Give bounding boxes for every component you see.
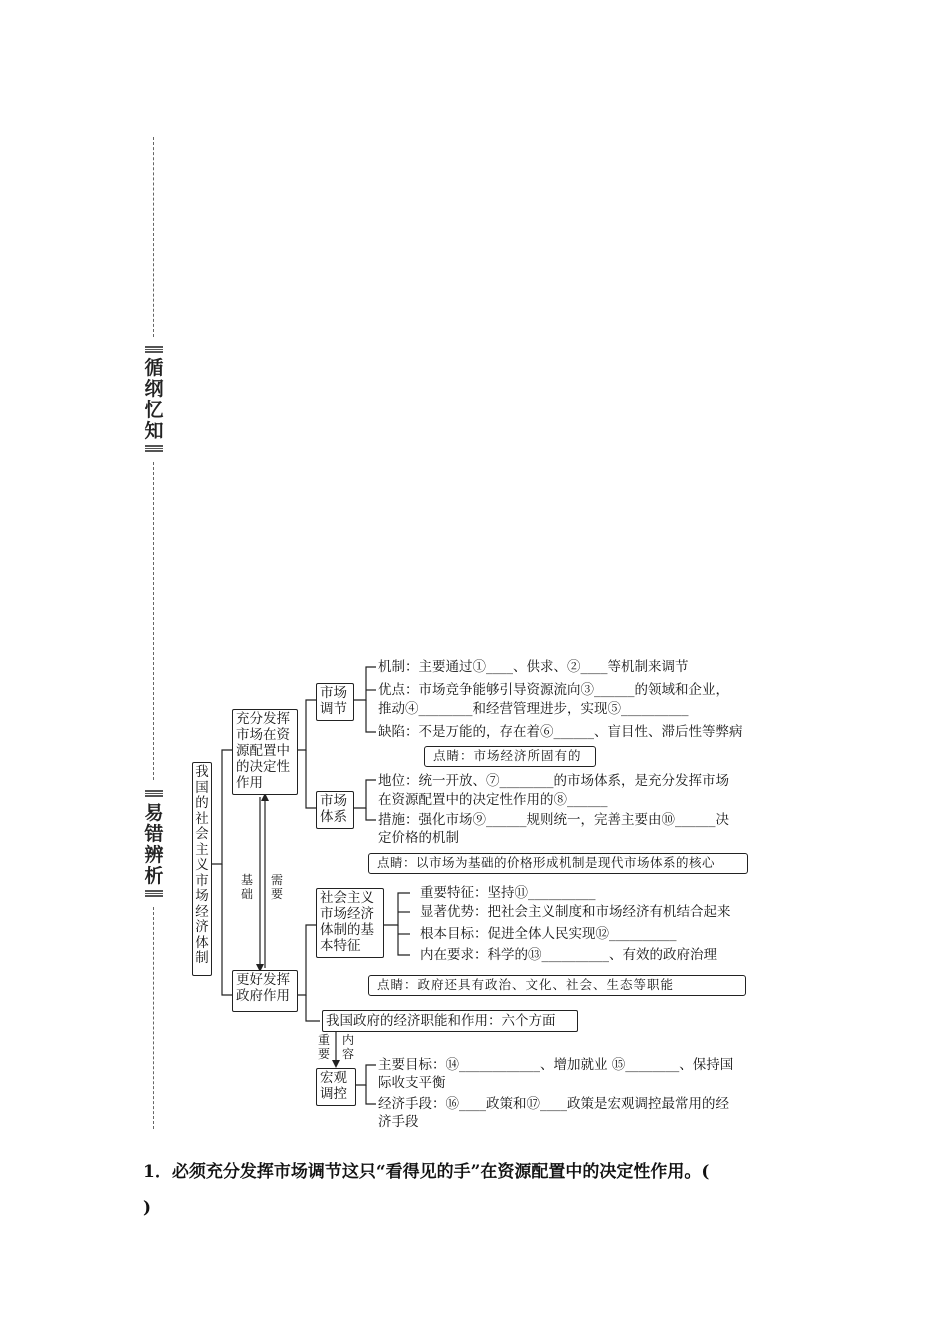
question-1-bracket: ) — [143, 1198, 152, 1218]
feature-goal: 根本目标：促进全体人民实现⑫__________ — [420, 926, 677, 942]
reg-mechanism: 机制：主要通过①____、供求、②____等机制来调节 — [378, 659, 689, 675]
section-title-outline: 循纲忆知 — [144, 357, 164, 442]
sys-position-line1: 地位：统一开放、⑦________的市场体系，是充分发挥市场 — [378, 773, 729, 789]
macro-control-node: 宏观调控 — [316, 1068, 356, 1106]
section-title-errors: 易错辨析 — [144, 802, 164, 887]
sys-measure-line2: 定价格的机制 — [378, 830, 459, 846]
branch-market-role: 充分发挥市场在资源配置中的决定性作用 — [232, 709, 298, 795]
socialist-features-node: 社会主义市场经济体制的基本特征 — [316, 888, 384, 958]
sys-measure-line1: 措施：强化市场⑨______规则统一，完善主要由⑩______决 — [378, 812, 729, 828]
reg-advantage-line2: 推动④________和经营管理进步，实现⑤__________ — [378, 701, 689, 717]
branch-government-role: 更好发挥政府作用 — [232, 970, 298, 1012]
reg-defect: 缺陷：不是万能的，存在着⑥______、盲目性、滞后性等弊病 — [378, 724, 743, 740]
market-system-node: 市场体系 — [316, 791, 354, 829]
macro-means-line2: 济手段 — [378, 1114, 419, 1130]
label-important: 重要 — [317, 1033, 330, 1061]
reg-advantage-line1: 优点：市场竞争能够引导资源流向③______的领域和企业， — [378, 682, 729, 698]
market-regulation-node: 市场调节 — [316, 683, 354, 721]
feature-requirement: 内在要求：科学的⑬__________、有效的政府治理 — [420, 947, 717, 963]
note-price-mechanism: 点睛：以市场为基础的价格形成机制是现代市场体系的核心 — [368, 853, 748, 874]
macro-goal-line1: 主要目标：⑭____________、增加就业 ⑮________、保持国 — [378, 1057, 734, 1073]
sys-position-line2: 在资源配置中的决定性作用的⑧______ — [378, 792, 608, 808]
note-government-functions: 点睛：政府还具有政治、文化、社会、生态等职能 — [368, 975, 746, 996]
feature-advantage: 显著优势：把社会主义制度和市场经济有机结合起来 — [420, 904, 731, 920]
label-content: 内容 — [341, 1033, 354, 1061]
macro-goal-line2: 际收支平衡 — [378, 1075, 446, 1091]
root-node: 我国的社会主义市场经济体制 — [192, 762, 212, 976]
gov-economic-functions: 我国政府的经济职能和作用：六个方面 — [322, 1010, 578, 1032]
label-basis: 基础 — [240, 873, 253, 901]
question-1-text: 1．必须充分发挥市场调节这只“看得见的手”在资源配置中的决定性作用。( — [143, 1162, 710, 1182]
feature-important: 重要特征：坚持⑪__________ — [420, 885, 596, 901]
note-market-inherent: 点睛：市场经济所固有的 — [424, 746, 596, 767]
label-need: 需要 — [270, 873, 283, 901]
macro-means-line1: 经济手段：⑯____政策和⑰____政策是宏观调控最常用的经 — [378, 1096, 729, 1112]
